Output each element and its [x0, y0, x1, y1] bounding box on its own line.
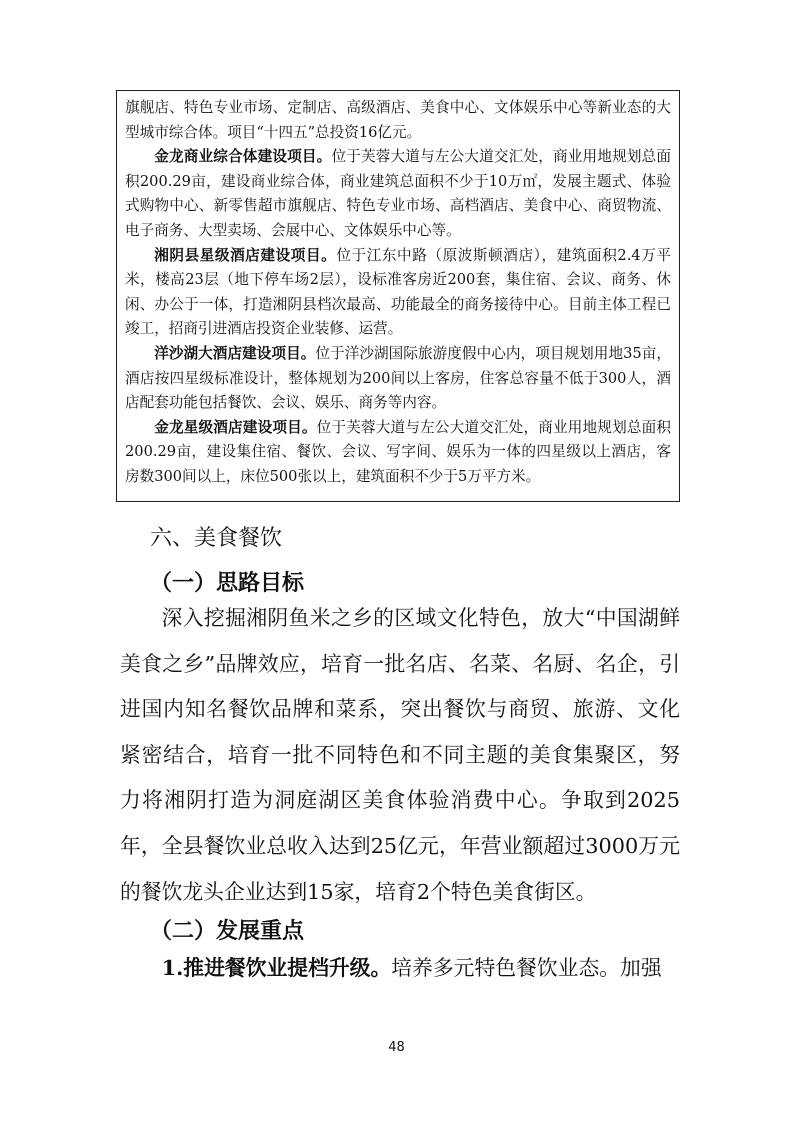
focus-point-text: 培养多元特色餐饮业态。加强	[391, 956, 662, 980]
page-number: 48	[388, 1040, 405, 1055]
project-title: 金龙商业综合体建设项目。	[154, 148, 332, 166]
project-title: 洋沙湖大酒店建设项目。	[154, 344, 316, 362]
goals-paragraph: 深入挖掘湘阴鱼米之乡的区域文化特色，放大“中国湖鲜美食之乡”品牌效应，培育一批名店、名菜、名厨、名企，引进国内知名餐饮品牌和菜系，突出餐饮与商贸、旅游、文化紧密结合，培育一批不同特色和不同主题的美食集聚区，努力将湘阴打造为洞庭湖区美食体验消费中心。争取到2025年，全县餐饮业总收入达到25亿元，年营业额超过3000万元的餐饮龙头企业达到15家，培育2个特色美食街区。	[120, 606, 680, 904]
focus-paragraph	[120, 945, 680, 992]
project-item	[125, 145, 671, 243]
project-box	[116, 90, 680, 502]
project-text: 位于芙蓉大道与左公大道交汇处，商业用地规划总面积200.29亩，建设商业综合体，商业建筑总面积不少于10万㎡，发展主题式、体验式购物中心、新零售超市旗舰店、特色专业市场、高档酒店、美食中心、商贸物流、电子商务、大型卖场、会展中心、文体娱乐中心等。	[125, 148, 671, 239]
subsection-heading-focus: （二）发展重点	[150, 918, 305, 944]
project-title: 湘阴县星级酒店建设项目。	[154, 246, 337, 264]
box-paragraph: 旗舰店、特色专业市场、定制店、高级酒店、美食中心、文体娱乐中心等新业态的大型城市综合体。项目“十四五”总投资16亿元。	[125, 99, 671, 141]
subsection-heading-goals: （一）思路目标	[150, 570, 305, 596]
project-item	[125, 342, 671, 416]
project-text: 位于芙蓉大道与左公大道交汇处，商业用地规划总面积200.29亩，建设集住宿、餐饮、会议、写字间、娱乐为一体的四星级以上酒店，客房数300间以上，床位500张以上，建筑面积不少于5万平方米。	[125, 418, 671, 485]
project-item	[125, 244, 671, 342]
project-item	[125, 416, 671, 490]
project-text: 位于江东中路（原波斯顿酒店），建筑面积2.4万平米，楼高23层（地下停车场2层），设标准客房近200套，集住宿、会议、商务、休闲、办公于一体，打造湘阴县档次最高、功能最全的商务接待中心。目前主体工程已竣工，招商引进酒店投资企业装修、运营。	[125, 246, 671, 338]
focus-point-title: 1.推进餐饮业提档升级。	[161, 955, 392, 980]
project-title: 金龙星级酒店建设项目。	[154, 418, 317, 436]
section-heading: 六、美食餐饮	[150, 526, 283, 551]
project-text: 位于洋沙湖国际旅游度假中心内，项目规划用地35亩，酒店按四星级标准设计，整体规划为200间以上客房，住客总容量不低于300人，酒店配套功能包括餐饮、会议、娱乐、商务等内容。	[125, 344, 671, 412]
